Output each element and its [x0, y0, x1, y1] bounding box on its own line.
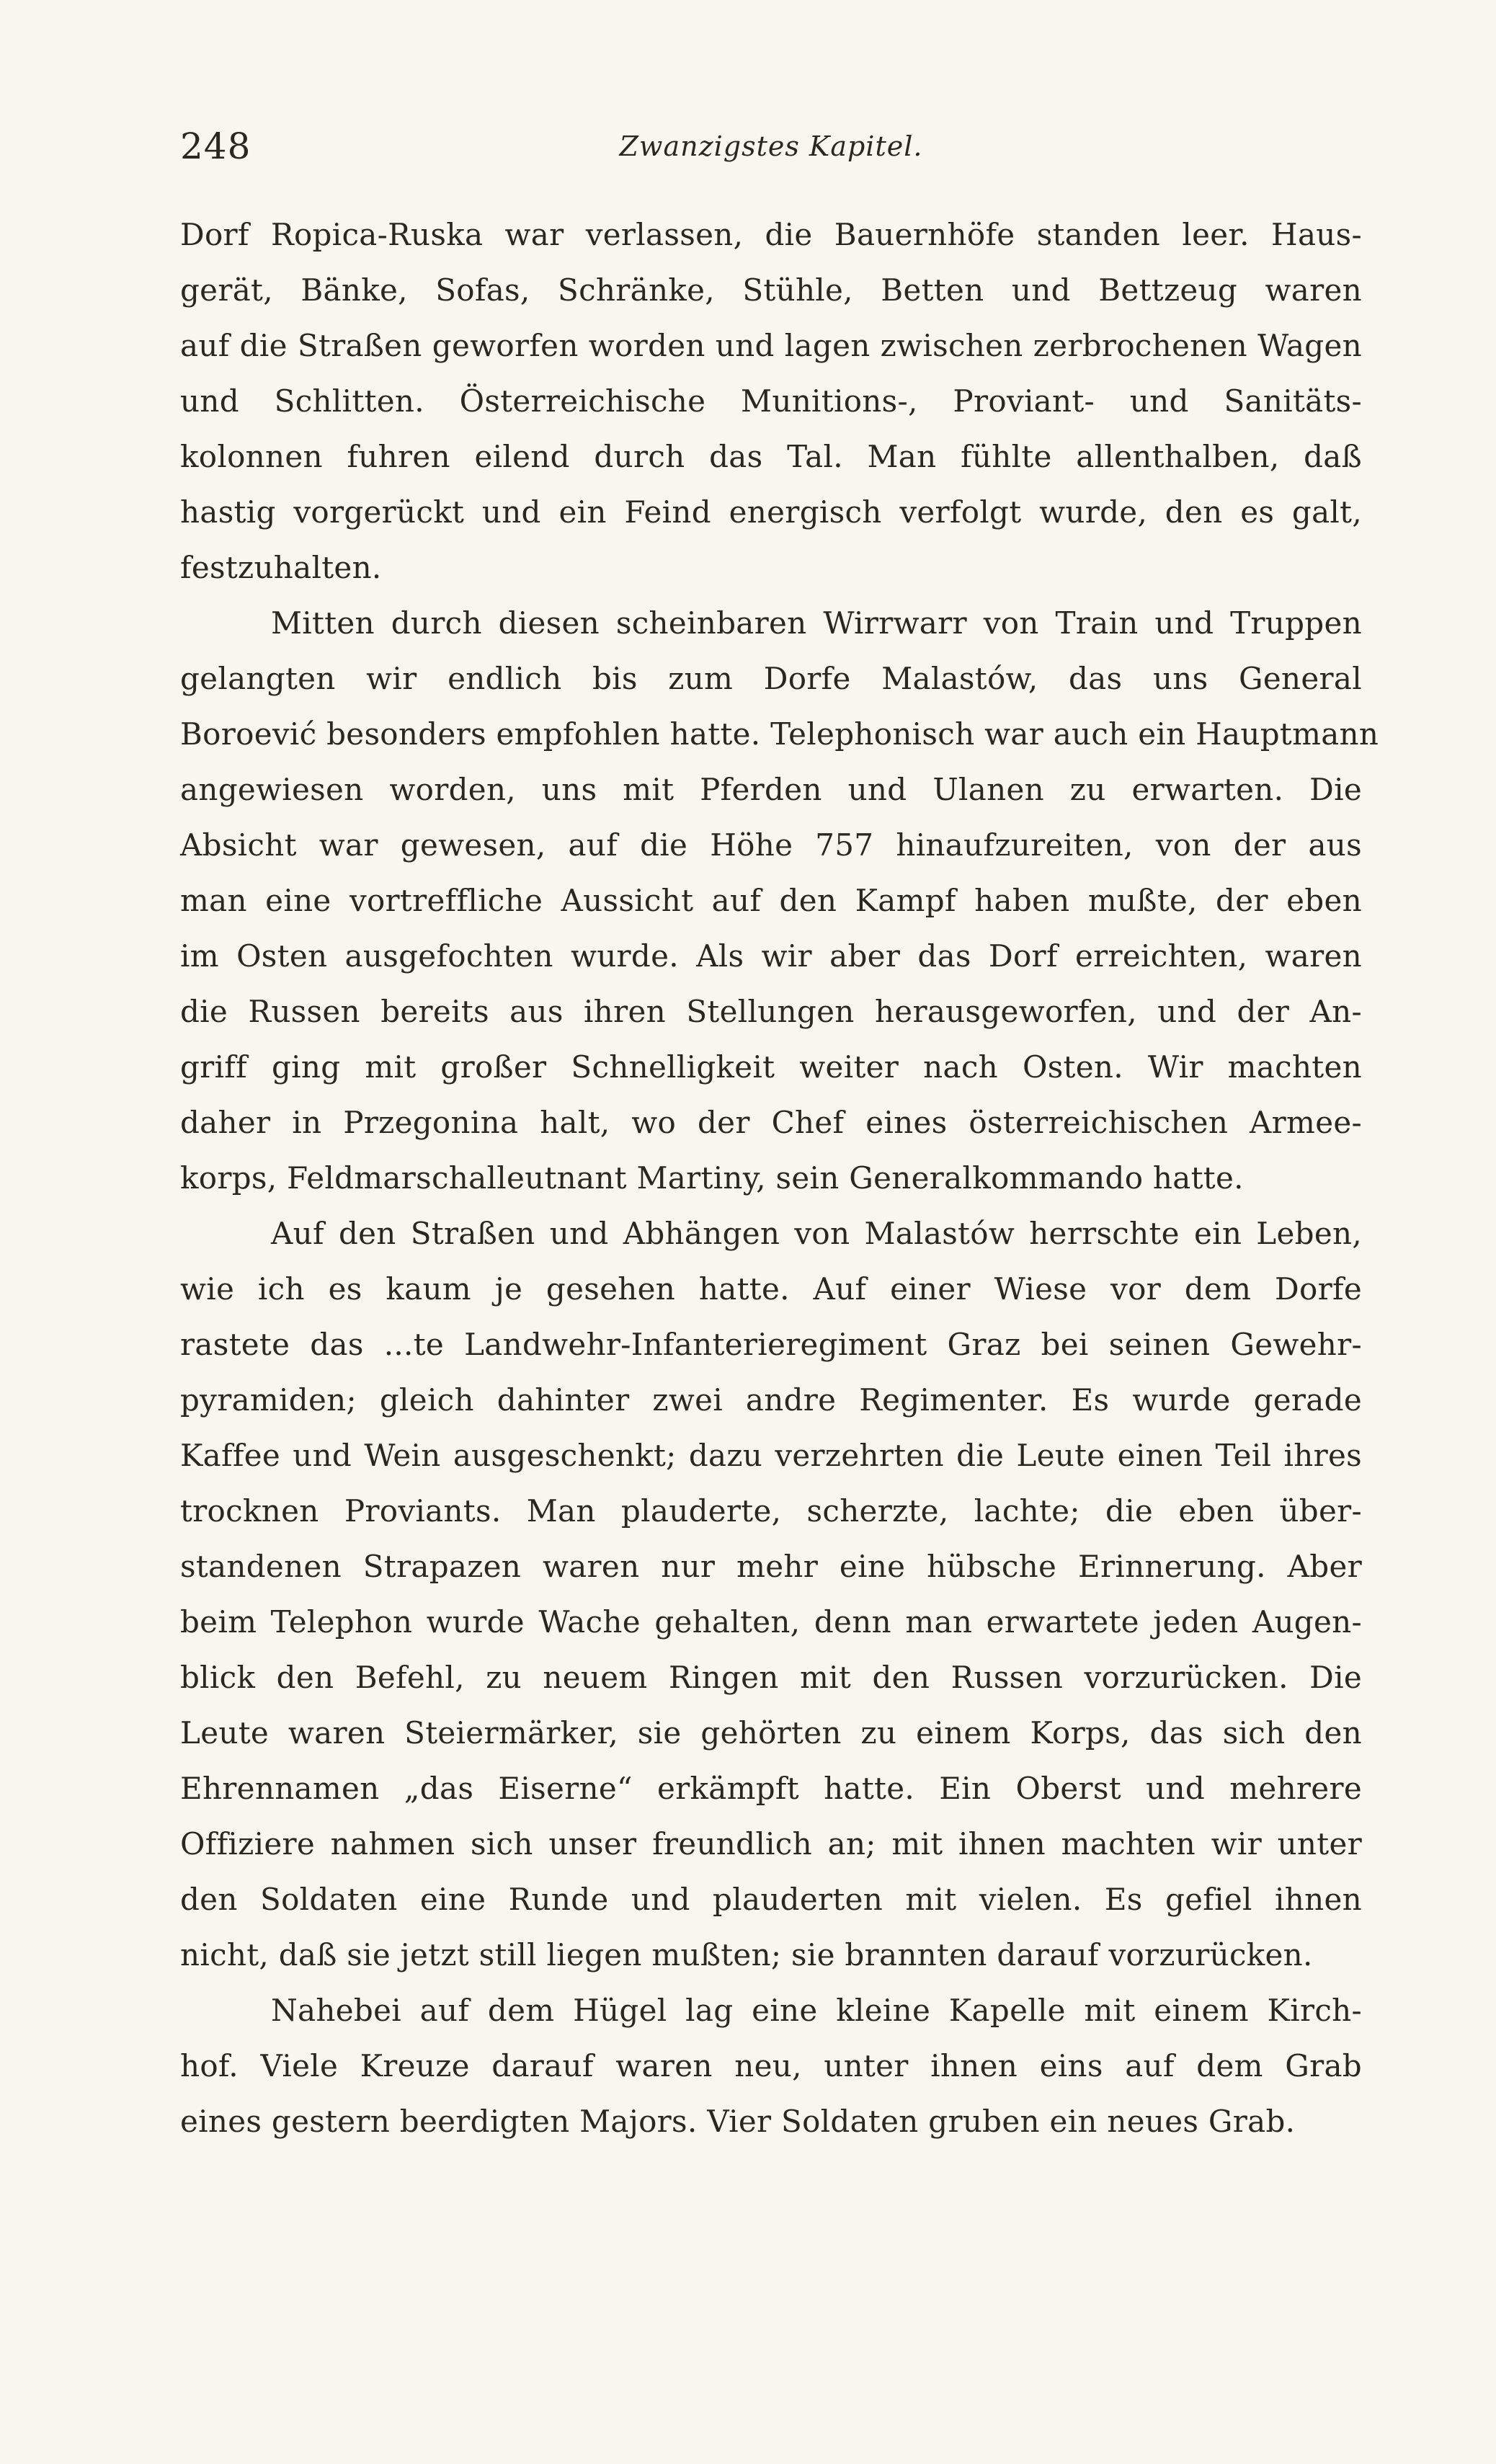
text-line: standenen Strapazen waren nur mehr eine hübsche Erinnerung. Aber	[180, 1549, 1362, 1584]
text-line: und Schlitten. Österreichische Munitions-, Proviant- und Sanitäts-	[180, 383, 1362, 419]
text-line: Kaffee und Wein ausgeschenkt; dazu verzehrten die Leute einen Teil ihres	[180, 1438, 1362, 1473]
text-line: trocknen Proviants. Man plauderte, scherzte, lachte; die eben über-	[180, 1493, 1362, 1529]
text-line: Leute waren Steiermärker, sie gehörten zu einem Korps, das sich den	[180, 1715, 1362, 1751]
text-line: Dorf Ropica-Ruska war verlassen, die Bauernhöfe standen leer. Haus-	[180, 217, 1362, 252]
text-line: festzuhalten.	[180, 550, 382, 585]
text-line: gerät, Bänke, Sofas, Schränke, Stühle, Betten und Bettzeug waren	[180, 272, 1362, 308]
page-number: 248	[180, 125, 251, 167]
text-line: Mitten durch diesen scheinbaren Wirrwarr von Train und Truppen	[271, 605, 1362, 641]
text-line: pyramiden; gleich dahinter zwei andre Regimenter. Es wurde gerade	[180, 1382, 1362, 1418]
text-line: den Soldaten eine Runde und plauderten mit vielen. Es gefiel ihnen	[180, 1882, 1362, 1917]
paragraph	[180, 1983, 1362, 2149]
text-line: korps, Feldmarschalleutnant Martiny, sein Generalkommando hatte.	[180, 1160, 1244, 1196]
text-line: rastete das ...te Landwehr-Infanterieregiment Graz bei seinen Gewehr-	[180, 1327, 1362, 1362]
body-text	[180, 207, 1379, 2149]
text-line: beim Telephon wurde Wache gehalten, denn man erwartete jeden Augen-	[180, 1604, 1362, 1640]
text-line: die Russen bereits aus ihren Stellungen herausgeworfen, und der An-	[180, 994, 1362, 1029]
text-line: angewiesen worden, uns mit Pferden und Ulanen zu erwarten. Die	[180, 772, 1362, 807]
page-header	[180, 121, 1362, 172]
text-line: man eine vortreffliche Aussicht auf den Kampf haben mußte, der eben	[180, 883, 1362, 918]
text-line: daher in Przegonina halt, wo der Chef eines österreichischen Armee-	[180, 1105, 1362, 1140]
paragraph	[180, 595, 1379, 1206]
text-line: griff ging mit großer Schnelligkeit weiter nach Osten. Wir machten	[180, 1049, 1362, 1085]
text-line: Absicht war gewesen, auf die Höhe 757 hinaufzureiten, von der aus	[180, 827, 1362, 863]
text-line: Nahebei auf dem Hügel lag eine kleine Kapelle mit einem Kirch-	[271, 1993, 1362, 2028]
text-line: wie ich es kaum je gesehen hatte. Auf einer Wiese vor dem Dorfe	[180, 1271, 1362, 1307]
text-line: im Osten ausgefochten wurde. Als wir aber das Dorf erreichten, waren	[180, 938, 1362, 974]
text-line: Ehrennamen „das Eiserne“ erkämpft hatte. Ein Oberst und mehrere	[180, 1771, 1362, 1806]
text-line: hof. Viele Kreuze darauf waren neu, unter ihnen eins auf dem Grab	[180, 2048, 1362, 2083]
paragraph	[180, 1206, 1362, 1983]
text-line: eines gestern beerdigten Majors. Vier Soldaten gruben ein neues Grab.	[180, 2104, 1296, 2139]
text-line: hastig vorgerückt und ein Feind energisch verfolgt wurde, den es galt,	[180, 494, 1362, 530]
running-head: Zwanzigstes Kapitel.	[619, 130, 923, 162]
paragraph	[180, 207, 1362, 595]
text-line: Auf den Straßen und Abhängen von Malastów herrschte ein Leben,	[271, 1216, 1362, 1251]
text-line: Boroević besonders empfohlen hatte. Telephonisch war auch ein Hauptmann	[180, 716, 1379, 752]
text-line: Offiziere nahmen sich unser freundlich an; mit ihnen machten wir unter	[180, 1826, 1362, 1862]
text-line: gelangten wir endlich bis zum Dorfe Malastów, das uns General	[180, 661, 1362, 696]
text-line: nicht, daß sie jetzt still liegen mußten; sie brannten darauf vorzurücken.	[180, 1937, 1313, 1972]
text-line: kolonnen fuhren eilend durch das Tal. Man fühlte allenthalben, daß	[180, 439, 1362, 474]
text-line: auf die Straßen geworfen worden und lagen zwischen zerbrochenen Wagen	[180, 328, 1362, 363]
text-line: blick den Befehl, zu neuem Ringen mit den Russen vorzurücken. Die	[180, 1660, 1362, 1695]
